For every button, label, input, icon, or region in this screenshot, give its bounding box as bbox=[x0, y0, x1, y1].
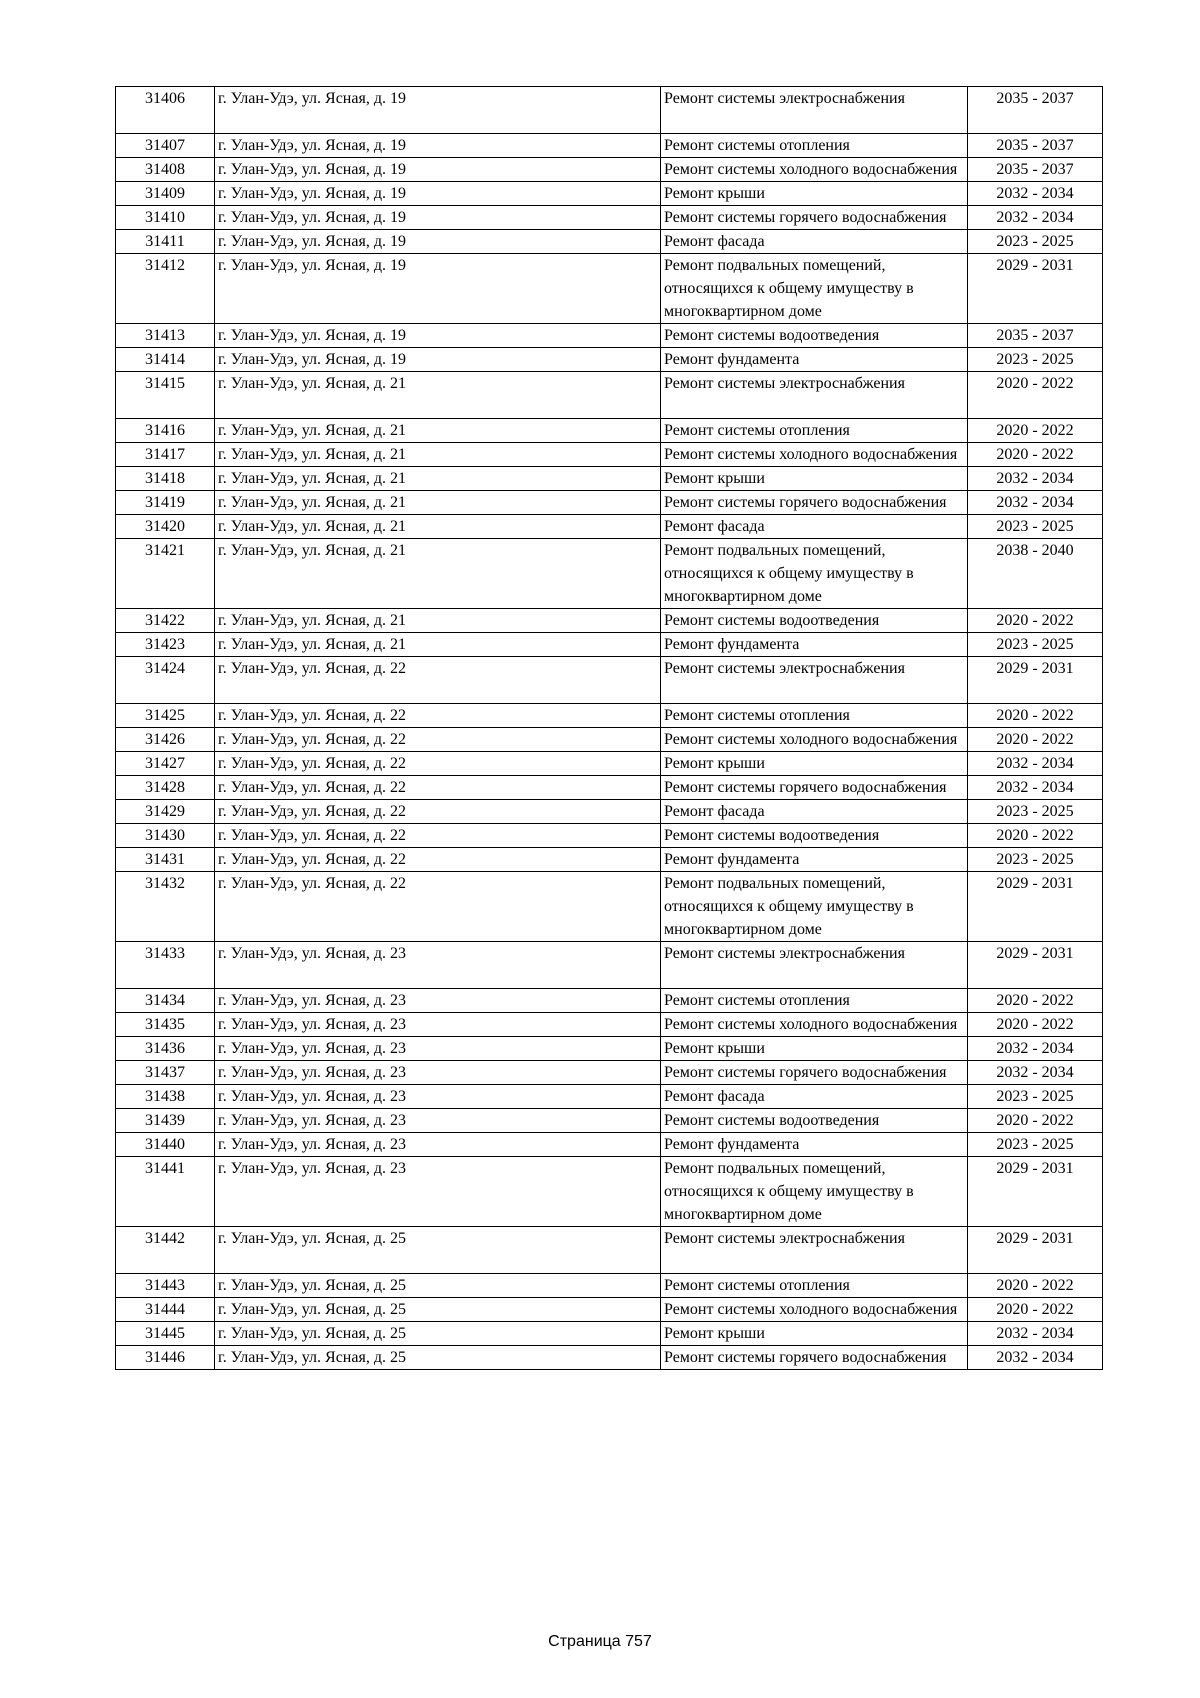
cell-number: 31418 bbox=[116, 467, 215, 491]
cell-work-type: Ремонт фасада bbox=[661, 1085, 968, 1109]
cell-work-type: Ремонт системы горячего водоснабжения bbox=[661, 206, 968, 230]
cell-work-type: Ремонт системы горячего водоснабжения bbox=[661, 776, 968, 800]
table-row bbox=[116, 134, 1103, 158]
cell-number: 31438 bbox=[116, 1085, 215, 1109]
cell-work-type: Ремонт системы горячего водоснабжения bbox=[661, 1346, 968, 1370]
cell-number: 31441 bbox=[116, 1157, 215, 1227]
cell-address: г. Улан-Удэ, ул. Ясная, д. 23 bbox=[215, 1061, 661, 1085]
cell-period: 2035 - 2037 bbox=[968, 87, 1103, 134]
cell-address: г. Улан-Удэ, ул. Ясная, д. 22 bbox=[215, 728, 661, 752]
cell-period: 2020 - 2022 bbox=[968, 824, 1103, 848]
cell-number: 31413 bbox=[116, 324, 215, 348]
cell-number: 31411 bbox=[116, 230, 215, 254]
table-row bbox=[116, 776, 1103, 800]
cell-number: 31439 bbox=[116, 1109, 215, 1133]
cell-number: 31414 bbox=[116, 348, 215, 372]
cell-period: 2032 - 2034 bbox=[968, 182, 1103, 206]
cell-number: 31406 bbox=[116, 87, 215, 134]
cell-work-type: Ремонт системы отопления bbox=[661, 989, 968, 1013]
cell-work-type: Ремонт системы водоотведения bbox=[661, 324, 968, 348]
table-row bbox=[116, 872, 1103, 942]
cell-number: 31432 bbox=[116, 872, 215, 942]
table-row bbox=[116, 324, 1103, 348]
table-body bbox=[116, 87, 1103, 1370]
cell-number: 31430 bbox=[116, 824, 215, 848]
cell-period: 2029 - 2031 bbox=[968, 254, 1103, 324]
table-row bbox=[116, 633, 1103, 657]
table-row bbox=[116, 1346, 1103, 1370]
cell-period: 2020 - 2022 bbox=[968, 989, 1103, 1013]
table-row bbox=[116, 348, 1103, 372]
cell-address: г. Улан-Удэ, ул. Ясная, д. 25 bbox=[215, 1274, 661, 1298]
cell-address: г. Улан-Удэ, ул. Ясная, д. 25 bbox=[215, 1346, 661, 1370]
cell-address: г. Улан-Удэ, ул. Ясная, д. 23 bbox=[215, 1013, 661, 1037]
cell-number: 31443 bbox=[116, 1274, 215, 1298]
cell-address: г. Улан-Удэ, ул. Ясная, д. 22 bbox=[215, 824, 661, 848]
cell-address: г. Улан-Удэ, ул. Ясная, д. 19 bbox=[215, 87, 661, 134]
cell-period: 2023 - 2025 bbox=[968, 633, 1103, 657]
cell-address: г. Улан-Удэ, ул. Ясная, д. 19 bbox=[215, 254, 661, 324]
cell-address: г. Улан-Удэ, ул. Ясная, д. 23 bbox=[215, 1157, 661, 1227]
cell-period: 2029 - 2031 bbox=[968, 657, 1103, 704]
cell-work-type: Ремонт крыши bbox=[661, 752, 968, 776]
table-row bbox=[116, 1298, 1103, 1322]
cell-number: 31412 bbox=[116, 254, 215, 324]
cell-number: 31407 bbox=[116, 134, 215, 158]
cell-period: 2023 - 2025 bbox=[968, 1133, 1103, 1157]
cell-period: 2023 - 2025 bbox=[968, 230, 1103, 254]
cell-number: 31437 bbox=[116, 1061, 215, 1085]
cell-period: 2023 - 2025 bbox=[968, 800, 1103, 824]
cell-number: 31410 bbox=[116, 206, 215, 230]
cell-period: 2023 - 2025 bbox=[968, 1085, 1103, 1109]
cell-address: г. Улан-Удэ, ул. Ясная, д. 22 bbox=[215, 752, 661, 776]
cell-number: 31419 bbox=[116, 491, 215, 515]
cell-address: г. Улан-Удэ, ул. Ясная, д. 21 bbox=[215, 491, 661, 515]
cell-number: 31436 bbox=[116, 1037, 215, 1061]
cell-period: 2032 - 2034 bbox=[968, 1346, 1103, 1370]
cell-number: 31422 bbox=[116, 609, 215, 633]
table-row bbox=[116, 443, 1103, 467]
cell-period: 2020 - 2022 bbox=[968, 443, 1103, 467]
cell-work-type: Ремонт системы отопления bbox=[661, 704, 968, 728]
cell-address: г. Улан-Удэ, ул. Ясная, д. 19 bbox=[215, 348, 661, 372]
cell-period: 2029 - 2031 bbox=[968, 942, 1103, 989]
cell-address: г. Улан-Удэ, ул. Ясная, д. 19 bbox=[215, 206, 661, 230]
cell-period: 2020 - 2022 bbox=[968, 1298, 1103, 1322]
cell-period: 2020 - 2022 bbox=[968, 1013, 1103, 1037]
table-row bbox=[116, 1157, 1103, 1227]
cell-address: г. Улан-Удэ, ул. Ясная, д. 21 bbox=[215, 372, 661, 419]
table-row bbox=[116, 1133, 1103, 1157]
cell-work-type: Ремонт системы холодного водоснабжения bbox=[661, 1013, 968, 1037]
cell-address: г. Улан-Удэ, ул. Ясная, д. 23 bbox=[215, 1133, 661, 1157]
cell-period: 2020 - 2022 bbox=[968, 704, 1103, 728]
cell-work-type: Ремонт системы отопления bbox=[661, 419, 968, 443]
cell-work-type: Ремонт системы водоотведения bbox=[661, 1109, 968, 1133]
cell-work-type: Ремонт системы электроснабжения bbox=[661, 372, 968, 419]
cell-period: 2023 - 2025 bbox=[968, 515, 1103, 539]
cell-number: 31416 bbox=[116, 419, 215, 443]
cell-number: 31444 bbox=[116, 1298, 215, 1322]
table-row bbox=[116, 230, 1103, 254]
cell-period: 2020 - 2022 bbox=[968, 1109, 1103, 1133]
cell-work-type: Ремонт системы отопления bbox=[661, 1274, 968, 1298]
cell-number: 31440 bbox=[116, 1133, 215, 1157]
table-row bbox=[116, 1322, 1103, 1346]
cell-work-type: Ремонт фундамента bbox=[661, 633, 968, 657]
cell-address: г. Улан-Удэ, ул. Ясная, д. 25 bbox=[215, 1298, 661, 1322]
cell-period: 2035 - 2037 bbox=[968, 324, 1103, 348]
cell-period: 2035 - 2037 bbox=[968, 158, 1103, 182]
cell-number: 31408 bbox=[116, 158, 215, 182]
cell-address: г. Улан-Удэ, ул. Ясная, д. 22 bbox=[215, 800, 661, 824]
cell-number: 31445 bbox=[116, 1322, 215, 1346]
cell-address: г. Улан-Удэ, ул. Ясная, д. 19 bbox=[215, 158, 661, 182]
table-row bbox=[116, 539, 1103, 609]
table-row bbox=[116, 254, 1103, 324]
cell-work-type: Ремонт системы горячего водоснабжения bbox=[661, 491, 968, 515]
table-row bbox=[116, 1013, 1103, 1037]
repair-schedule-table bbox=[115, 86, 1103, 1370]
cell-address: г. Улан-Удэ, ул. Ясная, д. 21 bbox=[215, 633, 661, 657]
cell-number: 31433 bbox=[116, 942, 215, 989]
cell-address: г. Улан-Удэ, ул. Ясная, д. 19 bbox=[215, 230, 661, 254]
cell-period: 2032 - 2034 bbox=[968, 206, 1103, 230]
cell-address: г. Улан-Удэ, ул. Ясная, д. 22 bbox=[215, 848, 661, 872]
cell-address: г. Улан-Удэ, ул. Ясная, д. 23 bbox=[215, 1037, 661, 1061]
table-row bbox=[116, 515, 1103, 539]
cell-address: г. Улан-Удэ, ул. Ясная, д. 21 bbox=[215, 539, 661, 609]
cell-number: 31426 bbox=[116, 728, 215, 752]
cell-period: 2032 - 2034 bbox=[968, 491, 1103, 515]
table-row bbox=[116, 728, 1103, 752]
cell-work-type: Ремонт системы электроснабжения bbox=[661, 1227, 968, 1274]
table-row bbox=[116, 419, 1103, 443]
table-row bbox=[116, 1227, 1103, 1274]
table-row bbox=[116, 182, 1103, 206]
cell-address: г. Улан-Удэ, ул. Ясная, д. 21 bbox=[215, 419, 661, 443]
table-row bbox=[116, 989, 1103, 1013]
cell-address: г. Улан-Удэ, ул. Ясная, д. 22 bbox=[215, 872, 661, 942]
cell-work-type: Ремонт фундамента bbox=[661, 348, 968, 372]
cell-address: г. Улан-Удэ, ул. Ясная, д. 23 bbox=[215, 1085, 661, 1109]
cell-address: г. Улан-Удэ, ул. Ясная, д. 25 bbox=[215, 1227, 661, 1274]
cell-number: 31429 bbox=[116, 800, 215, 824]
cell-address: г. Улан-Удэ, ул. Ясная, д. 23 bbox=[215, 989, 661, 1013]
cell-work-type: Ремонт крыши bbox=[661, 1322, 968, 1346]
cell-period: 2032 - 2034 bbox=[968, 467, 1103, 491]
cell-work-type: Ремонт крыши bbox=[661, 1037, 968, 1061]
cell-work-type: Ремонт системы водоотведения bbox=[661, 609, 968, 633]
table-row bbox=[116, 1061, 1103, 1085]
table-row bbox=[116, 848, 1103, 872]
cell-number: 31420 bbox=[116, 515, 215, 539]
cell-period: 2020 - 2022 bbox=[968, 1274, 1103, 1298]
table-row bbox=[116, 824, 1103, 848]
cell-work-type: Ремонт фасада bbox=[661, 515, 968, 539]
cell-period: 2020 - 2022 bbox=[968, 419, 1103, 443]
cell-work-type: Ремонт фасада bbox=[661, 230, 968, 254]
cell-work-type: Ремонт системы водоотведения bbox=[661, 824, 968, 848]
cell-work-type: Ремонт системы холодного водоснабжения bbox=[661, 158, 968, 182]
table-row bbox=[116, 491, 1103, 515]
table-row bbox=[116, 942, 1103, 989]
cell-period: 2032 - 2034 bbox=[968, 752, 1103, 776]
cell-number: 31431 bbox=[116, 848, 215, 872]
cell-address: г. Улан-Удэ, ул. Ясная, д. 19 bbox=[215, 182, 661, 206]
page-number: Страница 757 bbox=[548, 1633, 652, 1650]
cell-work-type: Ремонт крыши bbox=[661, 182, 968, 206]
cell-work-type: Ремонт подвальных помещений, относящихся к общему имуществу в многоквартирном доме bbox=[661, 254, 968, 324]
table-row bbox=[116, 206, 1103, 230]
cell-address: г. Улан-Удэ, ул. Ясная, д. 23 bbox=[215, 942, 661, 989]
cell-number: 31415 bbox=[116, 372, 215, 419]
cell-number: 31434 bbox=[116, 989, 215, 1013]
cell-address: г. Улан-Удэ, ул. Ясная, д. 23 bbox=[215, 1109, 661, 1133]
cell-period: 2023 - 2025 bbox=[968, 348, 1103, 372]
cell-work-type: Ремонт системы отопления bbox=[661, 134, 968, 158]
cell-number: 31409 bbox=[116, 182, 215, 206]
cell-number: 31435 bbox=[116, 1013, 215, 1037]
cell-address: г. Улан-Удэ, ул. Ясная, д. 21 bbox=[215, 467, 661, 491]
table-row bbox=[116, 800, 1103, 824]
cell-number: 31446 bbox=[116, 1346, 215, 1370]
cell-period: 2020 - 2022 bbox=[968, 609, 1103, 633]
table-row bbox=[116, 657, 1103, 704]
table-row bbox=[116, 372, 1103, 419]
cell-work-type: Ремонт системы электроснабжения bbox=[661, 87, 968, 134]
cell-period: 2032 - 2034 bbox=[968, 1322, 1103, 1346]
cell-address: г. Улан-Удэ, ул. Ясная, д. 19 bbox=[215, 324, 661, 348]
table-row bbox=[116, 87, 1103, 134]
cell-work-type: Ремонт системы холодного водоснабжения bbox=[661, 1298, 968, 1322]
table-row bbox=[116, 467, 1103, 491]
cell-work-type: Ремонт подвальных помещений, относящихся к общему имуществу в многоквартирном доме bbox=[661, 1157, 968, 1227]
cell-address: г. Улан-Удэ, ул. Ясная, д. 21 bbox=[215, 443, 661, 467]
table-row bbox=[116, 1085, 1103, 1109]
cell-work-type: Ремонт системы холодного водоснабжения bbox=[661, 443, 968, 467]
cell-work-type: Ремонт системы электроснабжения bbox=[661, 657, 968, 704]
cell-number: 31425 bbox=[116, 704, 215, 728]
table-row bbox=[116, 1109, 1103, 1133]
cell-number: 31424 bbox=[116, 657, 215, 704]
cell-address: г. Улан-Удэ, ул. Ясная, д. 21 bbox=[215, 515, 661, 539]
table-row bbox=[116, 1274, 1103, 1298]
cell-work-type: Ремонт крыши bbox=[661, 467, 968, 491]
cell-address: г. Улан-Удэ, ул. Ясная, д. 25 bbox=[215, 1322, 661, 1346]
table-row bbox=[116, 752, 1103, 776]
cell-period: 2032 - 2034 bbox=[968, 776, 1103, 800]
table-row bbox=[116, 609, 1103, 633]
cell-number: 31421 bbox=[116, 539, 215, 609]
table-row bbox=[116, 704, 1103, 728]
cell-number: 31427 bbox=[116, 752, 215, 776]
cell-work-type: Ремонт фундамента bbox=[661, 848, 968, 872]
cell-number: 31417 bbox=[116, 443, 215, 467]
cell-work-type: Ремонт подвальных помещений, относящихся к общему имуществу в многоквартирном доме bbox=[661, 539, 968, 609]
cell-period: 2023 - 2025 bbox=[968, 848, 1103, 872]
cell-work-type: Ремонт фасада bbox=[661, 800, 968, 824]
cell-work-type: Ремонт фундамента bbox=[661, 1133, 968, 1157]
cell-period: 2032 - 2034 bbox=[968, 1061, 1103, 1085]
cell-period: 2032 - 2034 bbox=[968, 1037, 1103, 1061]
cell-period: 2029 - 2031 bbox=[968, 1227, 1103, 1274]
table-row bbox=[116, 158, 1103, 182]
cell-work-type: Ремонт системы горячего водоснабжения bbox=[661, 1061, 968, 1085]
cell-address: г. Улан-Удэ, ул. Ясная, д. 22 bbox=[215, 657, 661, 704]
cell-period: 2029 - 2031 bbox=[968, 1157, 1103, 1227]
cell-period: 2038 - 2040 bbox=[968, 539, 1103, 609]
cell-work-type: Ремонт подвальных помещений, относящихся к общему имуществу в многоквартирном доме bbox=[661, 872, 968, 942]
cell-period: 2029 - 2031 bbox=[968, 872, 1103, 942]
cell-address: г. Улан-Удэ, ул. Ясная, д. 19 bbox=[215, 134, 661, 158]
cell-address: г. Улан-Удэ, ул. Ясная, д. 22 bbox=[215, 776, 661, 800]
cell-address: г. Улан-Удэ, ул. Ясная, д. 21 bbox=[215, 609, 661, 633]
cell-period: 2020 - 2022 bbox=[968, 372, 1103, 419]
cell-work-type: Ремонт системы электроснабжения bbox=[661, 942, 968, 989]
cell-number: 31428 bbox=[116, 776, 215, 800]
cell-number: 31423 bbox=[116, 633, 215, 657]
table-row bbox=[116, 1037, 1103, 1061]
cell-period: 2035 - 2037 bbox=[968, 134, 1103, 158]
cell-work-type: Ремонт системы холодного водоснабжения bbox=[661, 728, 968, 752]
cell-number: 31442 bbox=[116, 1227, 215, 1274]
cell-address: г. Улан-Удэ, ул. Ясная, д. 22 bbox=[215, 704, 661, 728]
cell-period: 2020 - 2022 bbox=[968, 728, 1103, 752]
